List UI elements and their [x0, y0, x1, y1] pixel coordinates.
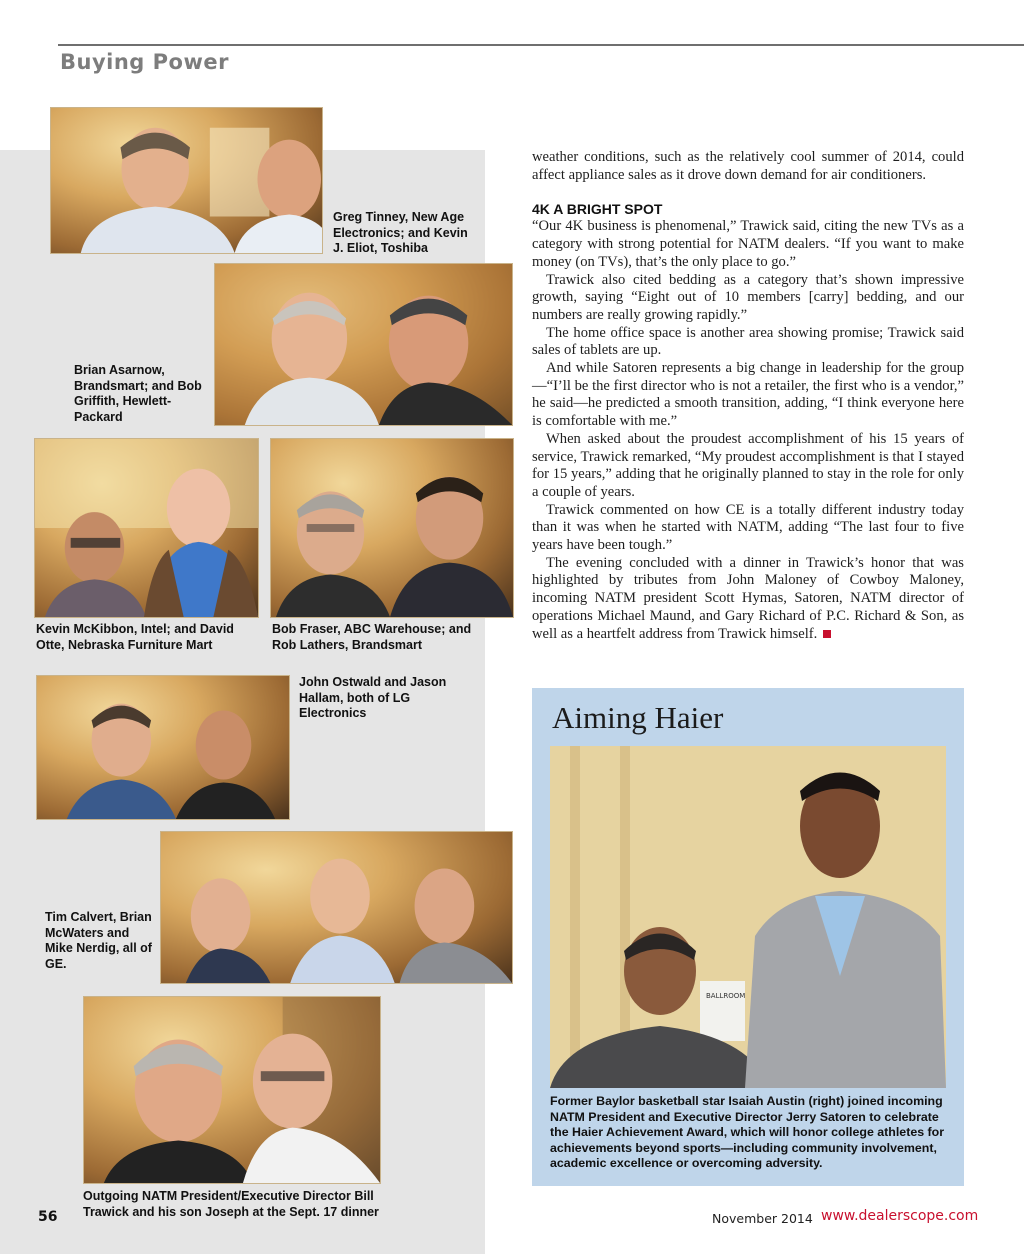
photo-ostwald-hallam [36, 675, 290, 820]
caption-fraser-lathers: Bob Fraser, ABC Warehouse; and Rob Lathers, Brandsmart [272, 622, 472, 652]
article-paragraph: weather conditions, such as the relatively cool summer of 2014, could affect appliance sales as it drove down demand for air conditioners. [532, 149, 964, 183]
photo-mckibbon-otte [34, 438, 259, 618]
article-paragraph: Trawick also cited bedding as a category that’s shown impressive growth, saying “Eight out of 10 members [carry] bedding, and our numbers are really growing rapidly.” [532, 271, 964, 323]
article-last-text: The evening concluded with a dinner in Trawick’s honor that was highlighted by tributes from John Maloney of Cowboy Maloney, incoming NATM president Scott Hymas, Satoren, NATM director of operations Michael Maund, and Gary Richard of P.C. Richard & Son, as well as a heartfelt address from Trawick himself. [532, 554, 964, 642]
article-body [532, 149, 964, 643]
article-paragraph: When asked about the proudest accomplishment of his 15 years of service, Trawick remarked, “My proudest accomplishment is that I stayed for 15 years,” adding that he originally planned to stay in the role for only a couple of years. [532, 430, 964, 500]
photo-fraser-lathers [270, 438, 514, 618]
issue-date: November 2014 [712, 1211, 813, 1226]
article-paragraph: And while Satoren represents a big change in leadership for the group—“I’ll be the first director who is not a retailer, the first who is a vendor,” he said—he predicted a smooth transition, adding, “I think everyone here is comfortable with me.” [532, 360, 964, 430]
publication-url[interactable]: www.dealerscope.com [821, 1208, 979, 1224]
caption-mckibbon-otte: Kevin McKibbon, Intel; and David Otte, Nebraska Furniture Mart [36, 622, 234, 652]
sidebar-title: Aiming Haier [552, 700, 724, 735]
caption-calvert-mcwaters-nerdig: Tim Calvert, Brian McWaters and Mike Nerdig, all of GE. [45, 910, 152, 971]
article-paragraph: Trawick commented on how CE is a totally different industry today than it was when he started with NATM, adding “The last four to five years have been tough.” [532, 501, 964, 554]
end-of-story-mark [823, 630, 831, 638]
photo-calvert-mcwaters-nerdig [160, 831, 513, 984]
sidebar-aiming-haier [532, 688, 964, 1186]
article-paragraph-last [532, 555, 964, 644]
photo-tinney-eliot [50, 107, 323, 254]
page-number: 56 [38, 1209, 58, 1225]
article-paragraph: The home office space is another area showing promise; Trawick said sales of tablets are up. [532, 324, 964, 359]
caption-ostwald-hallam: John Ostwald and Jason Hallam, both of LG Electronics [299, 675, 447, 720]
caption-tinney-eliot: Greg Tinney, New Age Electronics; and Kevin J. Eliot, Toshiba [333, 210, 468, 255]
sidebar-caption: Former Baylor basketball star Isaiah Austin (right) joined incoming NATM President and Executive Director Jerry Satoren to celebrate the Haier Achievement Award, which will honor college athletes for achievements beyond sports—including community involvement, academic excellence or overcoming adversity. [550, 1094, 945, 1171]
sidebar-photo-austin-satoren [550, 746, 946, 1088]
photo-trawick-joseph [83, 996, 381, 1184]
article-subhead: 4K A BRIGHT SPOT [532, 201, 663, 218]
ballroom-sign-text: BALLROOM [706, 992, 746, 1000]
caption-trawick-joseph: Outgoing NATM President/Executive Director Bill Trawick and his son Joseph at the Sept. 17 dinner [83, 1189, 379, 1219]
header-rule [58, 44, 1024, 46]
article-paragraph: “Our 4K business is phenomenal,” Trawick said, citing the new TVs as a category with strong potential for NATM dealers. “If you want to make money (on TVs), that’s the only place to go.” [532, 218, 964, 270]
caption-asarnow-griffith: Brian Asarnow, Brandsmart; and Bob Griffith, Hewlett-Packard [74, 363, 202, 424]
photo-asarnow-griffith [214, 263, 513, 426]
section-title: Buying Power [60, 50, 229, 74]
